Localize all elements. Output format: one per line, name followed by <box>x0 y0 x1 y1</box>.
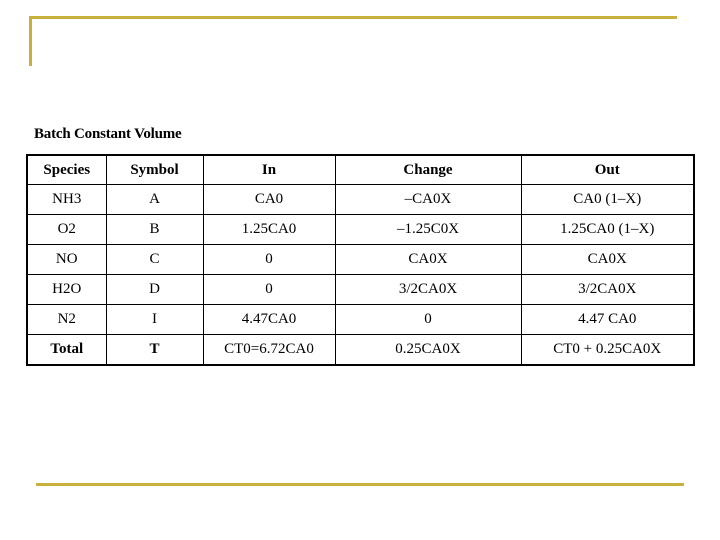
table-row <box>27 275 694 305</box>
cell-change: CA0X <box>335 245 521 275</box>
header-symbol: Symbol <box>106 155 203 185</box>
header-species: Species <box>27 155 106 185</box>
cell-out: 4.47 CA0 <box>521 305 694 335</box>
slide-frame-top-line <box>29 16 677 19</box>
cell-species: NO <box>27 245 106 275</box>
slide-frame-left-line <box>29 16 32 66</box>
cell-symbol: B <box>106 215 203 245</box>
cell-change: 0.25CA0X <box>335 335 521 366</box>
stoichiometric-table <box>26 154 695 366</box>
header-out: Out <box>521 155 694 185</box>
cell-symbol: D <box>106 275 203 305</box>
cell-change: –CA0X <box>335 185 521 215</box>
table-title: Batch Constant Volume <box>34 126 182 142</box>
cell-change: 0 <box>335 305 521 335</box>
cell-species: N2 <box>27 305 106 335</box>
cell-in: CT0=6.72CA0 <box>203 335 335 366</box>
cell-species: Total <box>27 335 106 366</box>
cell-symbol: A <box>106 185 203 215</box>
cell-species: H2O <box>27 275 106 305</box>
cell-in: CA0 <box>203 185 335 215</box>
cell-species: NH3 <box>27 185 106 215</box>
cell-out: CA0X <box>521 245 694 275</box>
slide-frame-bottom-line <box>36 483 684 486</box>
cell-in: 1.25CA0 <box>203 215 335 245</box>
table-row-total <box>27 335 694 366</box>
cell-in: 0 <box>203 245 335 275</box>
table-row <box>27 215 694 245</box>
cell-change: 3/2CA0X <box>335 275 521 305</box>
cell-symbol: C <box>106 245 203 275</box>
table-row <box>27 305 694 335</box>
table-row <box>27 185 694 215</box>
cell-in: 0 <box>203 275 335 305</box>
cell-symbol: T <box>106 335 203 366</box>
header-change: Change <box>335 155 521 185</box>
cell-symbol: I <box>106 305 203 335</box>
cell-out: CT0 + 0.25CA0X <box>521 335 694 366</box>
cell-in: 4.47CA0 <box>203 305 335 335</box>
header-row <box>27 155 694 185</box>
cell-out: 3/2CA0X <box>521 275 694 305</box>
header-in: In <box>203 155 335 185</box>
cell-species: O2 <box>27 215 106 245</box>
cell-out: 1.25CA0 (1–X) <box>521 215 694 245</box>
cell-change: –1.25C0X <box>335 215 521 245</box>
table-row <box>27 245 694 275</box>
cell-out: CA0 (1–X) <box>521 185 694 215</box>
